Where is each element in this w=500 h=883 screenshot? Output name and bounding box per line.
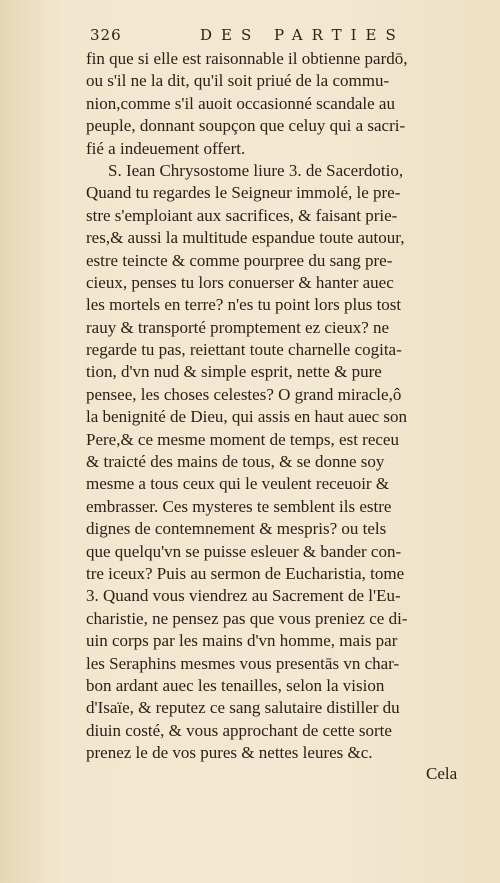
page-number: 326 (90, 26, 122, 44)
text-line: les Seraphins mesmes vous presentās vn char- (86, 653, 400, 673)
text-line: & traicté des mains de tous, & se donne soy (86, 452, 385, 472)
text-line: Quand tu regardes le Seigneur immolé, le pre- (86, 183, 401, 203)
text-line: S. Iean Chrysostome liure 3. de Sacerdotio, (108, 160, 404, 180)
text-line: nion,comme s'il auoit occasionné scandale au (86, 93, 395, 113)
text-line: fin que si elle est raisonnable il obtienne pardō, (86, 49, 408, 68)
running-title: DES PARTIES (200, 26, 405, 44)
text-line: diuin costé, & vous approchant de cette sorte (86, 720, 392, 740)
text-line: charistie, ne pensez pas que vous preniez ce di- (86, 608, 408, 628)
text-line: bon ardant auec les tenailles, selon la vision (86, 675, 385, 695)
text-line: peuple, donnant soupçon que celuy qui a sacri- (86, 116, 406, 136)
text-line: ou s'il ne la dit, qu'il soit priué de la commu- (86, 71, 390, 91)
text-line: rauy & transporté promptement ez cieux? ne (86, 317, 390, 337)
body-text (86, 48, 466, 765)
text-line: Pere,& ce mesme moment de temps, est receu (86, 429, 399, 449)
catchword: Cela (426, 764, 458, 783)
text-line: regarde tu pas, reiettant toute charnelle cogita- (86, 340, 402, 360)
text-line: res,& aussi la multitude espandue toute autour, (86, 228, 405, 248)
text-line: les mortels en terre? n'es tu point lors plus tost (86, 295, 402, 315)
text-line: embrasser. Ces mysteres te semblent ils estre (86, 496, 392, 516)
text-line: tion, d'vn nud & simple esprit, nette & pure (86, 362, 382, 382)
text-line: pensee, les choses celestes? O grand miracle,ô (86, 384, 402, 404)
page-header (90, 26, 450, 50)
text-line: stre s'emploiant aux sacrifices, & faisant prie- (86, 205, 398, 225)
text-line: que quelqu'vn se puisse esleuer & bander con- (86, 541, 402, 561)
text-line: tre iceux? Puis au sermon de Eucharistia, tome (86, 563, 405, 583)
text-line: dignes de contemnement & mespris? ou tels (86, 519, 387, 539)
text-line: cieux, penses tu lors conuerser & hanter auec (86, 272, 394, 292)
text-line: fié a indeuement offert. (86, 138, 246, 158)
text-line: prenez le de vos pures & nettes leures &c. (86, 743, 373, 763)
text-line: estre teincte & comme pourpree du sang pre- (86, 250, 393, 270)
text-line: 3. Quand vous viendrez au Sacrement de l'Eu- (86, 586, 401, 606)
text-line: la benignité de Dieu, qui assis en haut auec son (86, 407, 408, 427)
text-line: uin corps par les mains d'vn homme, mais par (86, 631, 398, 651)
text-line: d'Isaïe, & reputez ce sang salutaire distiller du (86, 698, 400, 718)
text-line: mesme a tous ceux qui le veulent receuoir & (86, 474, 390, 494)
